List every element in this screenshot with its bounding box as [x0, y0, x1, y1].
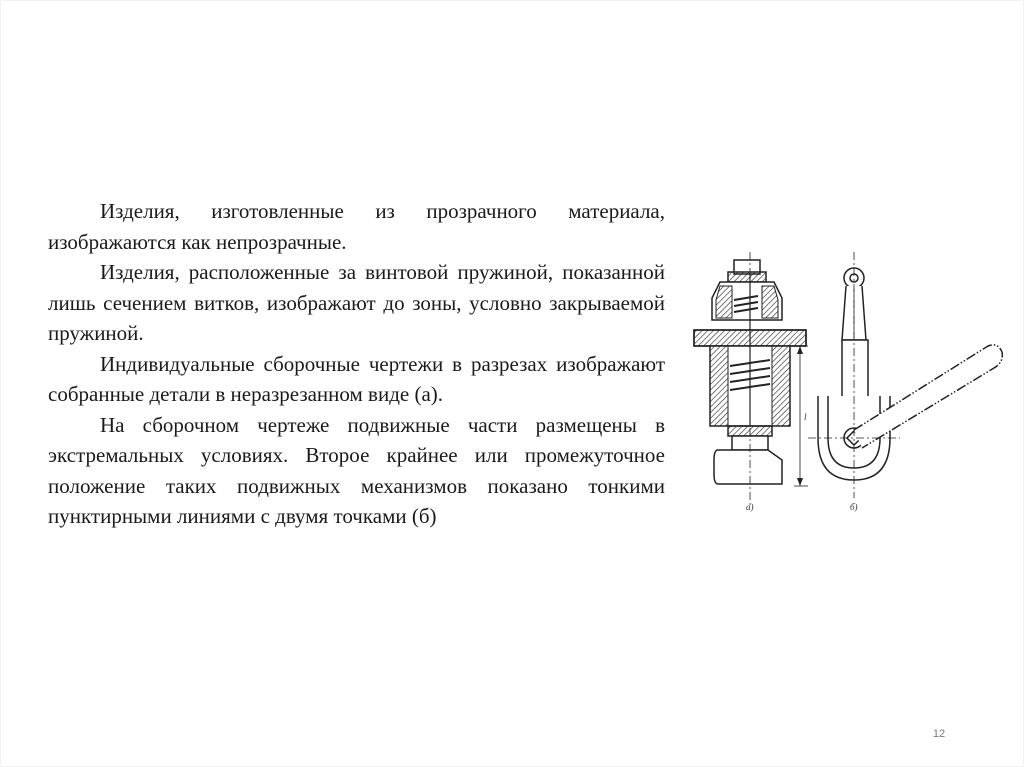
technical-drawing — [688, 248, 1008, 523]
drawing-a-valve-assembly — [694, 252, 808, 508]
paragraph-assembly-sections: Индивидуальные сборочные чертежи в разрезах изображают собранные детали в неразрезанном виде (а). — [48, 351, 665, 406]
figure-label-a: а) — [746, 502, 754, 512]
slide-text — [48, 196, 665, 532]
figure-label-b: б) — [850, 502, 858, 512]
paragraph-transparent-materials: Изделия, изготовленные из прозрачного материала, изображаются как непрозрачные. — [48, 199, 665, 254]
page-number: 12 — [932, 728, 946, 740]
drawing-b-lever-mechanism — [808, 252, 1002, 498]
paragraph-moving-parts: На сборочном чертеже подвижные части размещены в экстремальных условиях. Второе крайнее или промежуточное положение таких подвижных механизмов показано тонкими пунктирными линиями с двумя точками (б) — [48, 412, 665, 528]
paragraph-spring-section: Изделия, расположенные за винтовой пружиной, показанной лишь сечением витков, изображают до зоны, условно закрываемой пружиной. — [48, 260, 665, 345]
technical-drawing-figure — [688, 248, 1008, 523]
dimension-label-l: l — [804, 412, 807, 422]
